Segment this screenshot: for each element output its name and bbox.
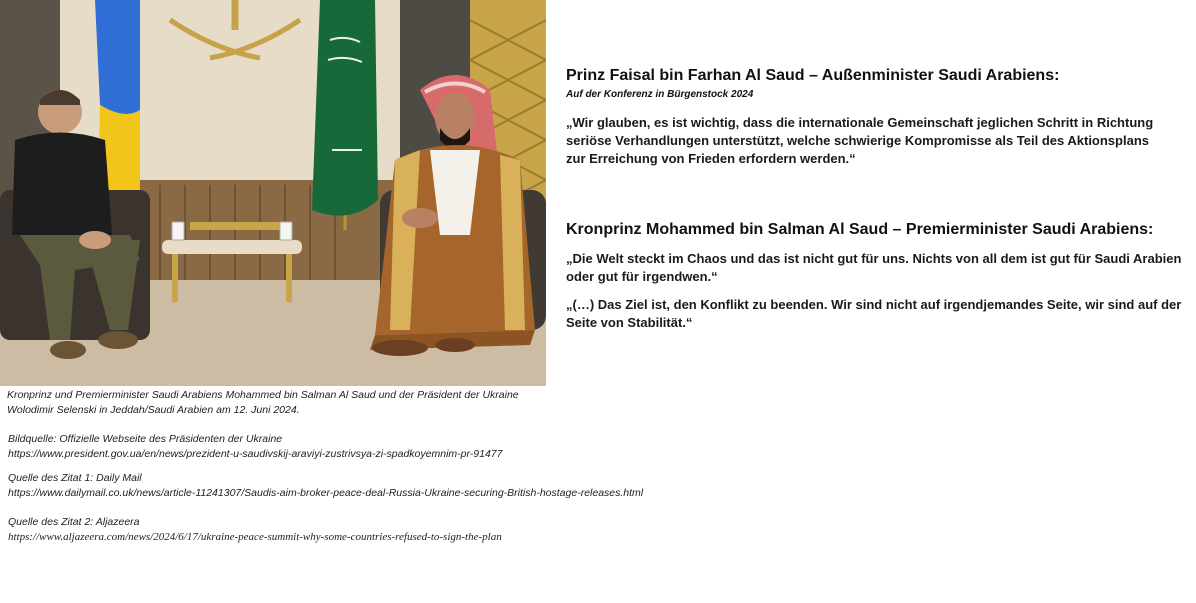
caption-line-1: Kronprinz und Premierminister Saudi Arabiens Mohammed bin Salman Al Saud und der Präsident der Ukraine xyxy=(7,389,519,401)
quote-mbs-2-line-1: „(…) Das Ziel ist, den Konflikt zu beenden. Wir sind nicht auf irgendjemandes Seite, wir sind auf der xyxy=(566,297,1182,312)
image-source xyxy=(8,432,728,462)
glass-right xyxy=(280,222,292,240)
quote1-source-label: Quelle des Zitat 1: Daily Mail xyxy=(8,472,142,484)
quote-faisal-line-2: seriöse Verhandlungen unterstützt, welche schwierige Kompromisse als Teil des Aktionsplans xyxy=(566,133,1149,148)
quote1-source xyxy=(8,471,728,501)
quote-mbs-2-line-2: Seite von Stabilität.“ xyxy=(566,315,693,330)
quote-faisal-line-1: „Wir glauben, es ist wichtig, dass die internationale Gemeinschaft jeglichen Schritt in Richtung xyxy=(566,115,1154,130)
image-source-label: Bildquelle: Offizielle Webseite des Präsidenten der Ukraine xyxy=(8,433,283,445)
speaker-faisal: Prinz Faisal bin Farhan Al Saud – Außenminister Saudi Arabiens: xyxy=(566,67,1060,84)
quote1-source-url[interactable]: https://www.dailymail.co.uk/news/article-11241307/Saudis-aim-broker-peace-deal-Russia-Ukraine-securing-British-hostage-releases.html xyxy=(8,487,644,499)
quote-mbs-1-line-2: oder gut für irgendwen.“ xyxy=(566,269,718,284)
coffee-table-top xyxy=(162,240,302,254)
quote2-source-label: Quelle des Zitat 2: Aljazeera xyxy=(8,516,140,528)
quote-mbs-2 xyxy=(566,296,1186,332)
quote-block-faisal xyxy=(566,66,1186,168)
saudi-flag xyxy=(312,0,378,216)
caption-line-2: Wolodimir Selenski in Jeddah/Saudi Arabien am 12. Juni 2024. xyxy=(7,404,300,416)
speaker-mbs: Kronprinz Mohammed bin Salman Al Saud – Premierminister Saudi Arabiens: xyxy=(566,221,1154,238)
meeting-photo-illustration xyxy=(0,0,546,386)
ukraine-flag-blue xyxy=(95,0,140,114)
quote-faisal-line-3: zur Erreichung von Frieden erfordern werden.“ xyxy=(566,151,856,166)
tray xyxy=(190,222,280,230)
glass-left xyxy=(172,222,184,240)
context-buergenstock: Auf der Konferenz in Bürgenstock 2024 xyxy=(566,89,754,100)
quote2-source-url[interactable]: https://www.aljazeera.com/news/2024/6/17/ukraine-peace-summit-why-some-countries-refused-to-sign-the-plan xyxy=(8,531,502,543)
quote-mbs-1-line-1: „Die Welt steckt im Chaos und das ist nicht gut für uns. Nichts von all dem ist gut für Saudi Arabien xyxy=(566,251,1182,266)
quote-mbs-1 xyxy=(566,250,1186,286)
photo-caption xyxy=(7,388,552,418)
quote-faisal xyxy=(566,114,1186,168)
meeting-photo xyxy=(0,0,546,386)
quote-block-mbs xyxy=(566,220,1186,332)
quote2-source xyxy=(8,515,728,545)
image-source-url[interactable]: https://www.president.gov.ua/en/news/prezident-u-saudivskij-araviyi-zustrivsya-zi-spadkoyemnim-pr-91477 xyxy=(8,448,503,460)
